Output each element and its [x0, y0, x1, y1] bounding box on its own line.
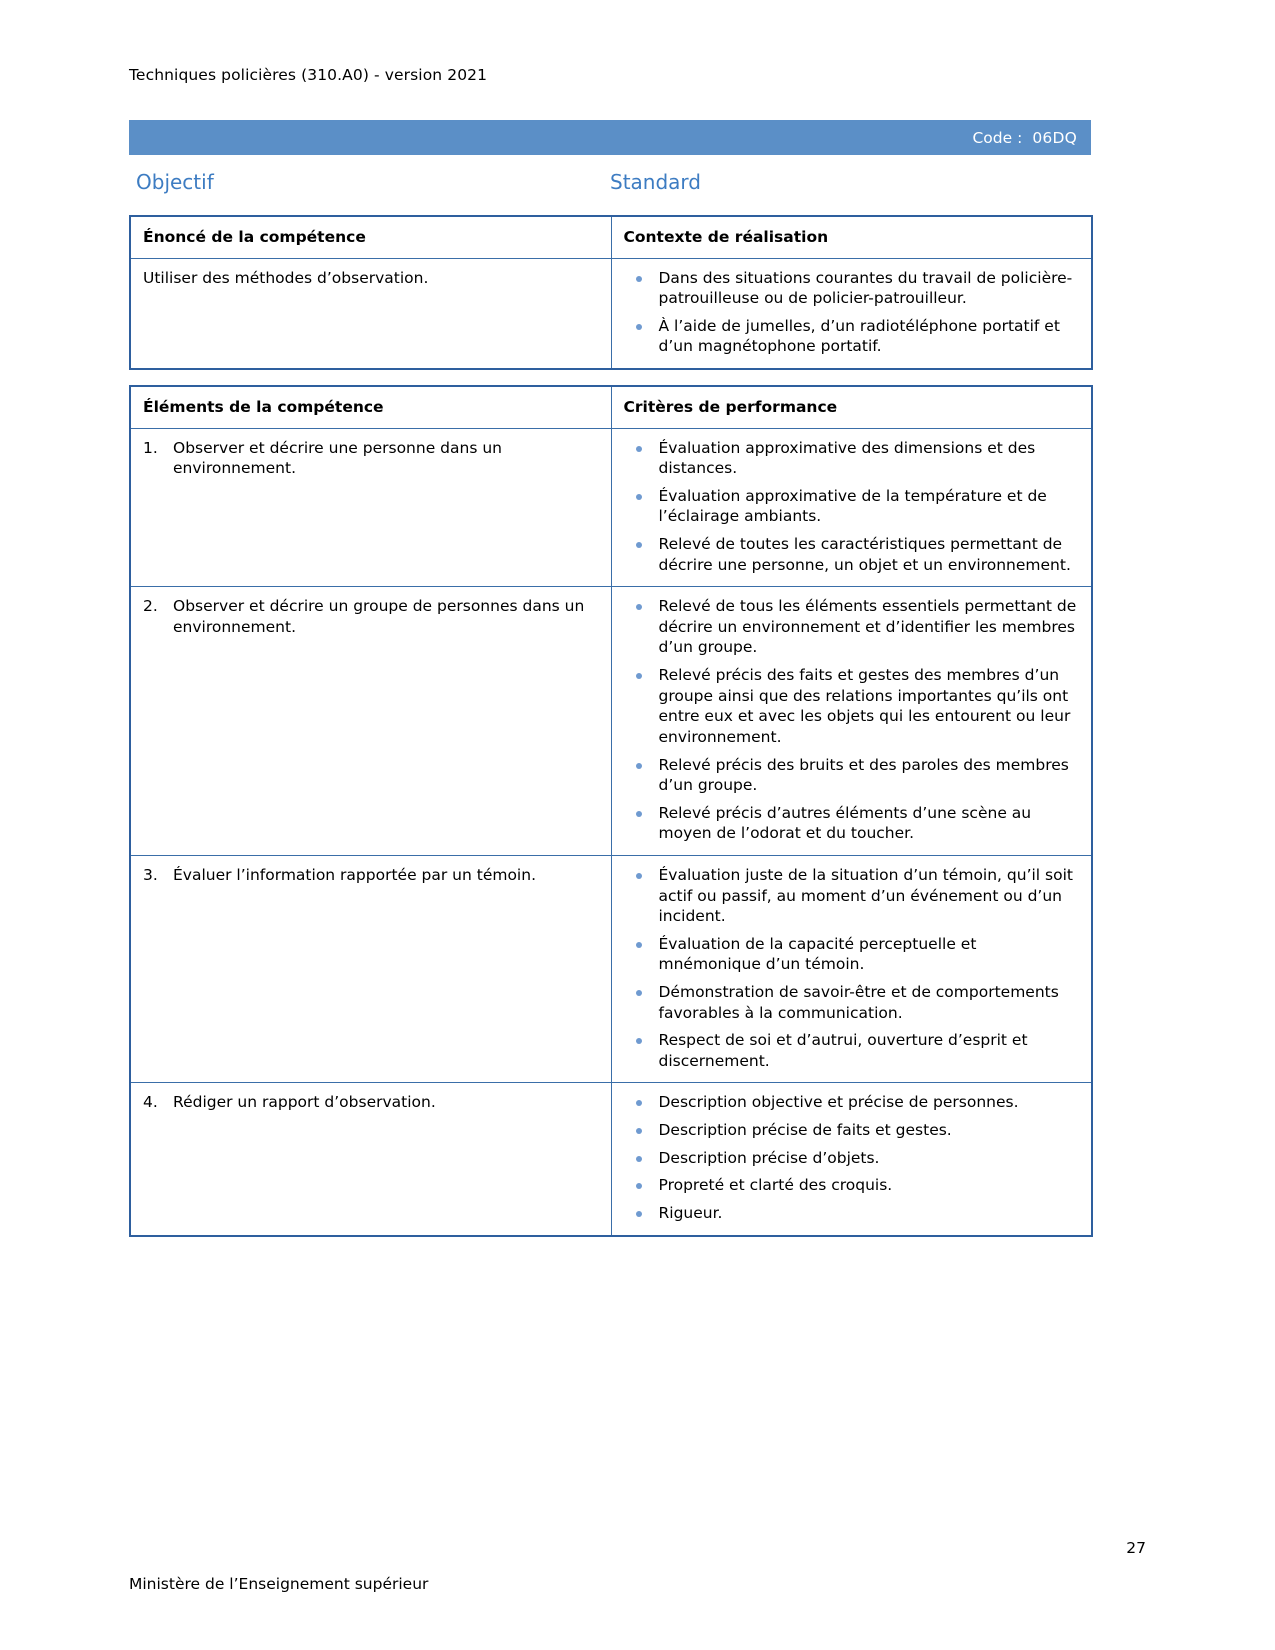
element-text: Rédiger un rapport d’observation.	[173, 1093, 436, 1112]
criteria-bullet-list	[624, 438, 1080, 576]
list-item: Démonstration de savoir-être et de comportements favorables à la communication.	[624, 982, 1080, 1023]
numbered-element	[143, 438, 599, 479]
table-row	[130, 855, 1092, 1082]
header-cell-enonce: Énoncé de la compétence	[130, 216, 611, 258]
table-row	[130, 428, 1092, 587]
column-titles	[136, 170, 1091, 200]
numbered-element	[143, 596, 599, 637]
element-number: 3.	[143, 865, 158, 884]
contexte-bullet-list	[624, 268, 1080, 357]
column-title-standard: Standard	[610, 170, 701, 194]
element-number: 4.	[143, 1093, 158, 1112]
column-title-objectif: Objectif	[136, 170, 214, 194]
header-cell-elements: Éléments de la compétence	[130, 386, 611, 428]
code-label: Code :	[972, 128, 1023, 147]
code-value: 06DQ	[1032, 128, 1077, 147]
criteria-bullet-list	[624, 596, 1080, 844]
list-item: Relevé précis des faits et gestes des membres d’un groupe ainsi que des relations importantes qu’ils ont entre eux et avec les objets qui les entourent ou leur environnement.	[624, 665, 1080, 747]
list-item: Propreté et clarté des croquis.	[624, 1175, 1080, 1196]
cell-element-1	[130, 428, 611, 587]
numbered-element	[143, 1092, 599, 1113]
cell-element-4	[130, 1083, 611, 1236]
cell-element-3	[130, 855, 611, 1082]
criteria-bullet-list	[624, 865, 1080, 1071]
list-item: Relevé de toutes les caractéristiques permettant de décrire une personne, un objet et un environnement.	[624, 534, 1080, 575]
element-number: 1.	[143, 438, 158, 457]
table-row	[130, 1083, 1092, 1236]
competency-code-bar	[129, 120, 1091, 155]
element-text: Observer et décrire un groupe de personnes dans un environnement.	[173, 597, 585, 636]
cell-criteres-4	[611, 1083, 1092, 1236]
list-item: Rigueur.	[624, 1203, 1080, 1224]
table-row	[130, 216, 1092, 258]
header-cell-contexte: Contexte de réalisation	[611, 216, 1092, 258]
list-item: Évaluation juste de la situation d’un témoin, qu’il soit actif ou passif, au moment d’un événement ou d’un incident.	[624, 865, 1080, 927]
list-item: Description précise de faits et gestes.	[624, 1120, 1080, 1141]
page-number: 27	[1126, 1539, 1146, 1557]
element-number: 2.	[143, 597, 158, 616]
cell-criteres-1	[611, 428, 1092, 587]
header-cell-criteres: Critères de performance	[611, 386, 1092, 428]
numbered-element	[143, 865, 599, 886]
cell-contexte-realisation	[611, 258, 1092, 369]
list-item: Évaluation approximative de la température et de l’éclairage ambiants.	[624, 486, 1080, 527]
table-objectif-standard	[129, 215, 1093, 370]
list-item: À l’aide de jumelles, d’un radiotéléphone portatif et d’un magnétophone portatif.	[624, 316, 1080, 357]
list-item: Évaluation approximative des dimensions et des distances.	[624, 438, 1080, 479]
list-item: Description objective et précise de personnes.	[624, 1092, 1080, 1113]
criteria-bullet-list	[624, 1092, 1080, 1223]
list-item: Relevé précis d’autres éléments d’une scène au moyen de l’odorat et du toucher.	[624, 803, 1080, 844]
cell-criteres-3	[611, 855, 1092, 1082]
table-row	[130, 587, 1092, 856]
table-elements-criteres	[129, 385, 1093, 1237]
document-header-program: Techniques policières (310.A0) - version 2021	[129, 66, 488, 84]
element-text: Évaluer l’information rapportée par un témoin.	[173, 865, 536, 884]
list-item: Dans des situations courantes du travail de policière-patrouilleuse ou de policier-patrouilleur.	[624, 268, 1080, 309]
list-item: Relevé de tous les éléments essentiels permettant de décrire un environnement et d’identifier les membres d’un groupe.	[624, 596, 1080, 658]
table-row	[130, 386, 1092, 428]
list-item: Évaluation de la capacité perceptuelle et mnémonique d’un témoin.	[624, 934, 1080, 975]
table-row	[130, 258, 1092, 369]
list-item: Relevé précis des bruits et des paroles des membres d’un groupe.	[624, 755, 1080, 796]
cell-criteres-2	[611, 587, 1092, 856]
cell-element-2	[130, 587, 611, 856]
list-item: Respect de soi et d’autrui, ouverture d’esprit et discernement.	[624, 1030, 1080, 1071]
footer-ministry: Ministère de l’Enseignement supérieur	[129, 1575, 429, 1593]
list-item: Description précise d’objets.	[624, 1148, 1080, 1169]
cell-enonce-competence: Utiliser des méthodes d’observation.	[130, 258, 611, 369]
element-text: Observer et décrire une personne dans un environnement.	[173, 438, 502, 478]
